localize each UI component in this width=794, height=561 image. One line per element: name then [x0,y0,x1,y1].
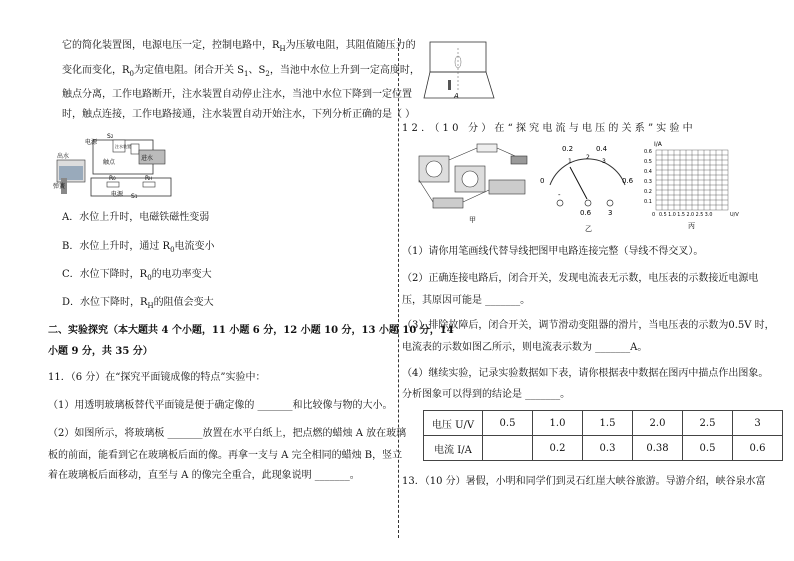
table-cell [483,436,533,461]
table-cell: 1.5 [583,411,633,436]
table-cell: 0.6 [733,436,783,461]
ammeter-tick-04: 0.4 [596,145,608,153]
table-cell: 2.5 [683,411,733,436]
graph-xticks: 0.5 1.0 1.5 2.0 2.5 3.0 [659,213,713,218]
graph-ytick-06: 0.6 [644,149,652,155]
table-cell: 0.5 [483,411,533,436]
q12-part3-line1: （3）排除故障后，闭合开关，调节滑动变阻器的滑片，当电压表的示数为0.5V 时， [402,320,775,331]
q13-line1: 13．（10 分）暑假，小明和同学们到灵石红崖大峡谷旅游。导游介绍，峡谷泉水富 [402,476,766,487]
table-row [424,411,783,436]
q12-title: 12．（10 分）在“探究电流与电压的关系”实验中 [402,123,696,134]
ammeter-subtick-3: 3 [602,158,606,165]
q11-title: 11．（6 分）在“探究平面镜成像的特点”实验中： [48,372,266,383]
candle-a-label: A [454,92,459,100]
table-cell: 0.2 [533,436,583,461]
ammeter-term-06: 0.6 [580,209,592,217]
ammeter-tick-06: 0.6 [622,177,634,185]
table-cell: 0.5 [683,436,733,461]
q12-part2-line2: 压，其原因可能是 _______。 [402,295,531,306]
ammeter-tick-0: 0 [540,177,545,185]
graph-ytick-03: 0.3 [644,179,652,185]
q11-part2-line2: 板的前面，能看到它在玻璃板后面的像。再拿一支与 A 完全相同的蜡烛 B，竖立 [48,450,403,461]
q12-part4-line1: （4）继续实验，记录实验数据如下表，请你根据表中数据在图丙中描点作出图象。 [402,368,769,379]
graph-ytick-05: 0.5 [644,159,652,165]
fig-power2-label: 电源 [111,191,124,198]
ammeter-subtick-1: 1 [568,158,572,165]
graph-ytick-04: 0.4 [644,169,652,175]
fig-spring-label: 弹簧 [53,183,66,190]
graph-ytick-02: 0.2 [644,189,652,195]
table-cell: 2.0 [633,411,683,436]
column-divider [398,38,399,538]
data-table [423,410,783,461]
table-cell: 0.38 [633,436,683,461]
q12-part2-line1: （2）正确连接电路后，闭合开关，发现电流表无示数，电压表的示数接近电源电 [402,273,759,284]
ammeter-figure-yi [540,145,635,233]
caption-jia: 甲 [469,216,476,224]
graph-origin: 0 [652,212,656,218]
option-d: D．水位下降时，$R_H$的阻值会变大 [62,297,214,310]
water-level-circuit-figure [55,130,175,200]
table-cell: 电压 U/V [424,411,483,436]
intro-line-1: 它的简化装置图，电源电压一定，控制电路中，$R_H$为压敏电阻，其阻值随压力的 [62,40,416,53]
table-row [424,436,783,461]
q11-part2-line3: 着在玻璃板后面移动，直至与 A 的像完全重合，此现象说明 _______。 [48,470,360,481]
ammeter-term-neg: - [558,191,561,199]
graph-xlabel: U/V [730,212,739,218]
fig-s2-label: S2 [107,133,114,140]
q12-part4-line2: 分析图象可以得到的结论是 _______。 [402,389,571,400]
fig-s1-label: S1 [131,193,138,200]
intro-line-2: 变化而变化，$R_0$为定值电阻。闭合开关 $S_1$、$S_2$，当池中水位上升到一定高度时， [62,65,420,78]
caption-yi: 乙 [585,225,592,233]
q12-part1: （1）请你用笔画线代替导线把图甲电路连接完整（导线不得交叉）。 [402,246,704,257]
table-cell: 电流 I/A [424,436,483,461]
q11-part2-line1: （2）如图所示，将玻璃板 _______放置在水平白纸上，把点燃的蜡烛 A 放在玻璃 [48,428,407,439]
fig-inlet-label: 进水 [141,155,154,162]
intro-line-4: 时，触点连接，工作电路接通，注水装置自动开始注水，下列分析正确的是（ ） [62,109,416,120]
table-cell: 3 [733,411,783,436]
option-c: C．水位下降时，$R_0$的电功率变大 [62,269,212,282]
fig-motor-label: 注水装置 [115,144,131,149]
section-heading-2: 小题 9 分，共 35 分） [48,346,153,357]
ammeter-tick-02: 0.2 [562,145,574,153]
iv-graph-bing [640,140,740,230]
option-b: B．水位上升时，通过 $R_0$电流变小 [62,241,215,254]
fig-contact-label: 触点 [103,159,116,166]
q12-part3-line2: 电流表的示数如图乙所示，则电流表示数为 _______A。 [402,342,648,353]
graph-ytick-01: 0.1 [644,199,652,205]
fig-outlet-label: 出水 [57,153,70,160]
mirror-experiment-figure [420,40,500,100]
circuit-figure-jia [415,140,535,225]
fig-power-label: 电源 [85,139,98,146]
fig-r0-label: R0 [109,175,116,182]
caption-bing: 丙 [688,222,695,230]
section-heading: 二、实验探究（本大题共 4 个小题，11 小题 6 分，12 小题 10 分，13 小题 10 分，14 [48,325,454,336]
table-cell: 0.3 [583,436,633,461]
ammeter-term-3: 3 [608,209,613,217]
fig-rh-label: RH [145,175,153,182]
option-a: A．水位上升时，电磁铁磁性变弱 [62,212,210,223]
ammeter-subtick-2: 2 [586,154,590,161]
q11-part1: （1）用透明玻璃板替代平面镜是便于确定像的 _______和比较像与物的大小。 [48,400,393,411]
table-cell: 1.0 [533,411,583,436]
graph-ylabel: I/A [654,141,662,148]
intro-line-3: 触点分离，工作电路断开，注水装置自动停止注水，当池中水位下降到一定位置 [62,89,412,100]
graph-grid [656,150,728,210]
